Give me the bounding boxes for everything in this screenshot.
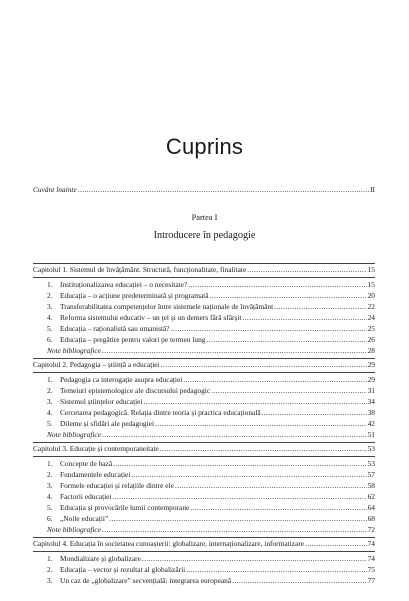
toc-chapter[interactable] (33, 444, 375, 453)
toc-section[interactable] (47, 302, 375, 311)
toc-section[interactable] (47, 459, 375, 468)
page-title: Cuprins (165, 134, 244, 159)
section-title: Reforma sistemului educativ – un țel și un demers fără sfârșit (60, 313, 242, 322)
chapter-title: Capitolul 2. Pedagogia – știință a educației (33, 360, 160, 369)
toc-notes[interactable] (47, 430, 375, 439)
toc-page-number: 74 (367, 554, 375, 563)
toc-page-number: 64 (367, 503, 375, 512)
dot-leader (186, 565, 366, 574)
dot-leader (242, 313, 366, 322)
toc-page-number: 72 (367, 525, 375, 534)
dot-leader (78, 185, 369, 194)
section-title: Transferabilitatea competențelor între sistemele naționale de învățământ (60, 302, 274, 311)
dot-leader (171, 324, 367, 333)
dot-leader (131, 470, 366, 479)
toc-page-number: 38 (367, 408, 375, 417)
section-title: Mondializare și globalizare (60, 554, 141, 563)
section-number: 4. (47, 408, 53, 417)
toc-notes[interactable] (47, 346, 375, 355)
toc-section[interactable] (47, 576, 375, 585)
dot-leader (113, 459, 366, 468)
section-number: 1. (47, 554, 53, 563)
dot-leader (207, 335, 367, 344)
toc-section[interactable] (47, 481, 375, 490)
dot-leader (109, 514, 366, 523)
dot-leader (142, 554, 367, 563)
dot-leader (305, 539, 367, 548)
toc-section[interactable] (47, 291, 375, 300)
section-number: 5. (47, 324, 53, 333)
dot-leader (211, 386, 366, 395)
toc-page-number: 77 (367, 576, 375, 585)
chapter-title: Capitolul 3. Educație și contemporaneitate (33, 444, 159, 453)
part-title: Introducere în pedagogie (153, 230, 256, 241)
chapter-divider (33, 442, 375, 443)
chapter-divider (33, 277, 375, 278)
toc-section[interactable] (47, 324, 375, 333)
section-title: Formele educației și relațiile dintre ele (60, 481, 174, 490)
section-number: 5. (47, 503, 53, 512)
dot-leader (190, 503, 366, 512)
dot-leader (102, 346, 367, 355)
section-number: 4. (47, 492, 53, 501)
toc-section[interactable] (47, 280, 375, 289)
section-title: „Noile educații” (60, 514, 109, 523)
toc-section[interactable] (47, 503, 375, 512)
section-title: Educația – pregătire pentru valori pe termen lung (60, 335, 206, 344)
toc-page-number: 68 (367, 514, 375, 523)
dot-leader (232, 576, 366, 585)
toc-section[interactable] (47, 408, 375, 417)
chapter-divider (33, 263, 375, 264)
dot-leader (144, 397, 367, 406)
section-title: Factorii educației (60, 492, 112, 501)
toc-foreword[interactable] (33, 185, 375, 194)
chapter-divider (33, 358, 375, 359)
section-title: Educația – vector și rezultat al globalizării (60, 565, 186, 574)
toc-page-number: 29 (367, 375, 375, 384)
toc-chapter[interactable] (33, 539, 375, 548)
toc-page-number: 15 (367, 265, 375, 274)
section-number: 3. (47, 481, 53, 490)
toc-page-number: 57 (367, 470, 375, 479)
section-number: 1. (47, 375, 53, 384)
toc-page-number: 25 (367, 324, 375, 333)
section-title: Educația – o acțiune predeterminată și programată (60, 291, 209, 300)
section-number: 3. (47, 302, 53, 311)
toc-section[interactable] (47, 313, 375, 322)
toc-chapter[interactable] (33, 265, 375, 274)
notes-label: Note bibliografice (47, 346, 101, 355)
dot-leader (161, 360, 367, 369)
chapter-divider (33, 551, 375, 552)
toc-page-number: 26 (367, 335, 375, 344)
dot-leader (262, 408, 367, 417)
dot-leader (183, 375, 366, 384)
chapter-title: Capitolul 4. Educația în societatea cunoașterii: globalizare, internaționalizare, informatizare (33, 539, 305, 548)
section-title: Educația – raționalistă sau umanistă? (60, 324, 170, 333)
section-title: Pedagogia ca interogație asupra educației (60, 375, 183, 384)
toc-page-number: 53 (367, 459, 375, 468)
section-number: 6. (47, 514, 53, 523)
toc-page-number: 20 (367, 291, 375, 300)
toc-section[interactable] (47, 470, 375, 479)
toc-page-number: 34 (367, 397, 375, 406)
toc-page-number: 24 (367, 313, 375, 322)
toc-page-number: 28 (367, 346, 375, 355)
toc-page-number: 74 (367, 539, 375, 548)
toc-entry-label: Cuvânt înainte (33, 185, 77, 194)
toc-page-number: 31 (367, 386, 375, 395)
section-number: 2. (47, 386, 53, 395)
toc-page-number: 22 (367, 302, 375, 311)
toc-notes[interactable] (47, 525, 375, 534)
section-title: Temeiuri epistemologice ale discursului pedagogic (60, 386, 211, 395)
toc-page-number: 62 (367, 492, 375, 501)
section-number: 2. (47, 565, 53, 574)
section-number: 1. (47, 459, 53, 468)
toc-page-number: 75 (367, 565, 375, 574)
toc-page-number: 42 (367, 419, 375, 428)
toc-section[interactable] (47, 554, 375, 563)
toc-section[interactable] (47, 565, 375, 574)
section-title: Instituționalizarea educației – o necesitate? (60, 280, 188, 289)
chapter-title: Capitolul 1. Sistemul de învățământ. Structură, funcționalitate, finalitate (33, 265, 247, 274)
section-number: 1. (47, 280, 53, 289)
toc-page-number: 53 (367, 444, 375, 453)
section-title: Sistemul științelor educației (60, 397, 143, 406)
dot-leader (188, 280, 366, 289)
section-title: Cercetarea pedagogică. Relația dintre teoria și practica educațională (60, 408, 261, 417)
section-title: Un caz de „globalizare” secvențială: integrarea europeană (60, 576, 232, 585)
section-number: 3. (47, 397, 53, 406)
toc-chapter[interactable] (33, 360, 375, 369)
section-number: 2. (47, 291, 53, 300)
dot-leader (155, 419, 367, 428)
toc-page-number: 51 (367, 430, 375, 439)
toc-section[interactable] (47, 492, 375, 501)
toc-section[interactable] (47, 419, 375, 428)
dot-leader (274, 302, 366, 311)
toc-section[interactable] (47, 375, 375, 384)
chapter-divider (33, 537, 375, 538)
notes-label: Note bibliografice (47, 430, 101, 439)
toc-section[interactable] (47, 514, 375, 523)
part-label: Partea I (191, 213, 218, 222)
dot-leader (160, 444, 367, 453)
toc-page-number: 29 (367, 360, 375, 369)
section-number: 5. (47, 419, 53, 428)
section-title: Concepte de bază (60, 459, 113, 468)
dot-leader (247, 265, 366, 274)
toc-page-number: II (370, 185, 375, 194)
section-title: Dileme și sfidări ale pedagogiei (60, 419, 154, 428)
section-number: 2. (47, 470, 53, 479)
toc-section[interactable] (47, 397, 375, 406)
toc-page-number: 58 (367, 481, 375, 490)
dot-leader (113, 492, 367, 501)
toc-section[interactable] (47, 386, 375, 395)
notes-label: Note bibliografice (47, 525, 101, 534)
section-title: Educația și provocările lumii contemporane (60, 503, 190, 512)
section-number: 6. (47, 335, 53, 344)
dot-leader (175, 481, 367, 490)
toc-page-number: 15 (367, 280, 375, 289)
chapter-divider (33, 372, 375, 373)
toc-section[interactable] (47, 335, 375, 344)
section-title: Fundamentele educației (60, 470, 131, 479)
dot-leader (210, 291, 367, 300)
section-number: 3. (47, 576, 53, 585)
dot-leader (102, 525, 367, 534)
dot-leader (102, 430, 367, 439)
section-number: 4. (47, 313, 53, 322)
chapter-divider (33, 456, 375, 457)
